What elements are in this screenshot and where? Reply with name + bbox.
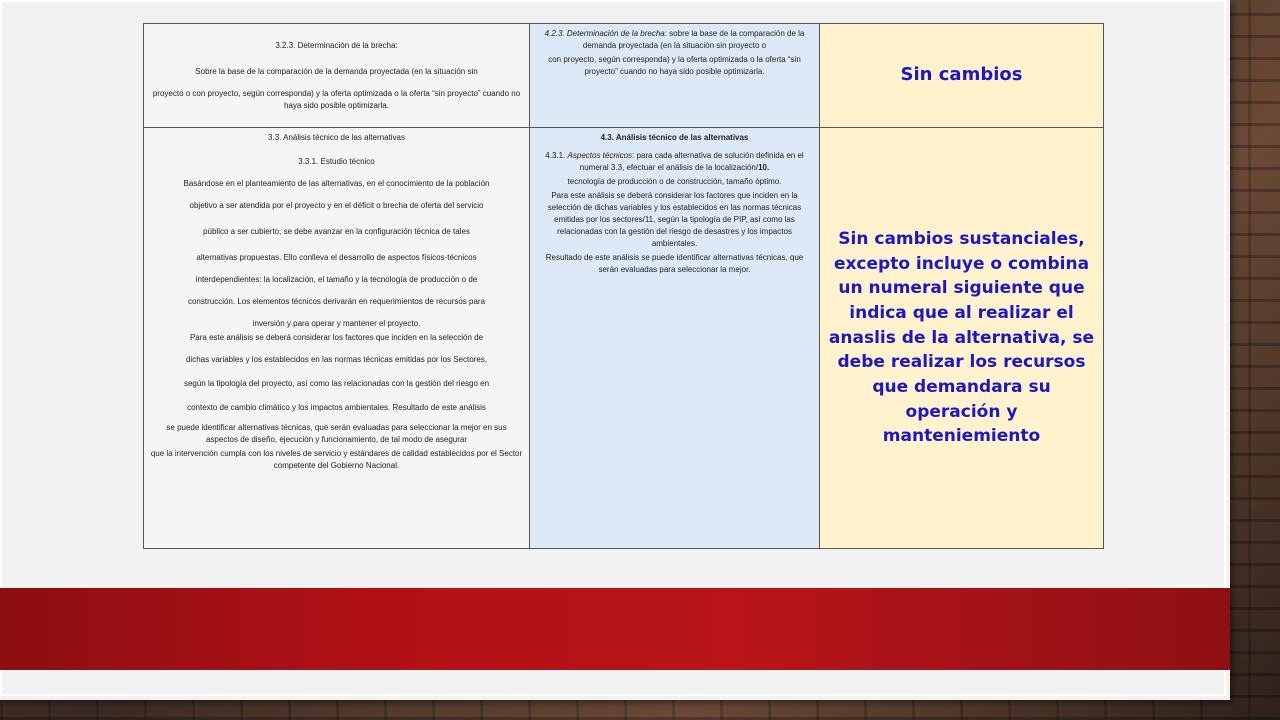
row2-old-line: inversión y para operar y mantener el proyecto. <box>252 319 421 328</box>
row2-old-line: según la tipología del proyecto, así como las relacionadas con la gestión del riesgo en <box>183 379 490 388</box>
row2-old-line: contexto de cambio climático y los impactos ambientales. Resultado de este análisis <box>187 403 486 412</box>
row1-new-line: con proyecto, según corresponda) y la oferta optimizada o la oferta “sin proyecto” cuando no haya sido posible optimizarla. <box>548 55 801 76</box>
row2-old-line: público a ser cubierto, se debe avanzar en la configuración técnica de tales <box>203 227 470 236</box>
table-row <box>144 24 1104 128</box>
row1-old-heading: 3.2.3. Determinación de la brecha: <box>275 41 398 50</box>
row2-old-line: alternativas propuestas. Ello conlleva el desarrollo de aspectos físicos-técnicos <box>196 253 477 262</box>
row2-new-line: tecnología de producción o de construcción, tamaño óptimo. <box>567 177 782 186</box>
row2-old-line: se puede identificar alternativas técnicas, que serán evaluadas para seleccionar la mejor en sus aspectos de diseño, ejecución y funcionamiento, de tal modo de asegurar <box>166 423 507 444</box>
row1-comment-cell <box>820 24 1104 128</box>
row2-comment: Sin cambios sustanciales, excepto incluye o combina un numeral siguiente que indica que al realizar el anaslis de la alternativa, se debe realizar los recursos que demandara su operación y manteniemiento <box>828 229 1095 447</box>
row2-new-para1-rest: : para cada alternativa de solución definida en el numeral 3.3, efectuar el análisis de la localización/ <box>579 151 804 172</box>
row1-old-line: proyecto o con proyecto, según corresponda) y la oferta optimizada o la oferta “sin proyecto” cuando no haya sido posible optimizarla. <box>152 89 521 110</box>
row2-new-para1-italic: Aspectos técnicos <box>567 151 633 160</box>
row2-old-line: Basándose en el planteamiento de las alternativas, en el conocimiento de la población <box>183 179 490 188</box>
row1-comment: Sin cambios <box>900 64 1023 86</box>
row1-new-heading <box>536 28 813 52</box>
red-footer-band <box>0 588 1230 670</box>
comparison-table <box>143 23 1104 549</box>
row1-old-cell <box>144 24 530 128</box>
row1-new-cell <box>530 24 820 128</box>
row2-new-line: Resultado de este análisis se puede identificar alternativas técnicas, que serán evaluadas para seleccionar la mejor. <box>545 253 804 274</box>
row1-new-heading-rest: : sobre la base de la comparación de la demanda proyectada (en la situación sin proyecto o <box>582 29 805 50</box>
row1-old-line: Sobre la base de la comparación de la demanda proyectada (en la situación sin <box>195 67 478 76</box>
row2-new-para1-bold: 10. <box>758 163 770 172</box>
row2-new-para1-prefix: 4.3.1. <box>545 151 568 160</box>
row2-old-heading: 3.3. Análisis técnico de las alternativas <box>268 133 405 142</box>
row2-old-cell <box>144 128 530 549</box>
table-row <box>144 128 1104 549</box>
row2-new-line: Para este análisis se deberá considerar los factores que inciden en la selección de dichas variables y los establecidos en las normas técnicas emitidas por los sectores/11, según la tipología de PIP, así como las relacionadas con la gestión del riesgo de desastres y los impactos ambientales. <box>547 191 802 248</box>
row2-new-cell <box>530 128 820 549</box>
row2-old-line: Para este análisis se deberá considerar los factores que inciden en la selección de <box>189 333 484 342</box>
row1-new-heading-italic: 4.2.3. Determinación de la brecha <box>544 29 665 38</box>
row2-comment-cell <box>820 128 1104 549</box>
row2-new-para1 <box>536 150 813 174</box>
row2-old-line: dichas variables y los establecidos en las normas técnicas emitidas por los Sectores, <box>185 355 488 364</box>
row2-new-heading: 4.3. Análisis técnico de las alternativas <box>600 133 749 142</box>
row2-old-line: que la intervención cumpla con los niveles de servicio y estándares de calidad establecidos por el Sector competente del Gobierno Nacional. <box>150 449 523 470</box>
row2-old-line: interdependientes: la localización, el tamaño y la tecnología de producción o de <box>195 275 478 284</box>
row2-old-subheading: 3.3.1. Estudio técnico <box>298 157 375 166</box>
row2-old-line: objetivo a ser atendida por el proyecto y en el déficit o brecha de oferta del servicio <box>189 201 484 210</box>
row2-old-line: construcción. Los elementos técnicos derivarán en requerimientos de recursos para <box>187 297 486 306</box>
